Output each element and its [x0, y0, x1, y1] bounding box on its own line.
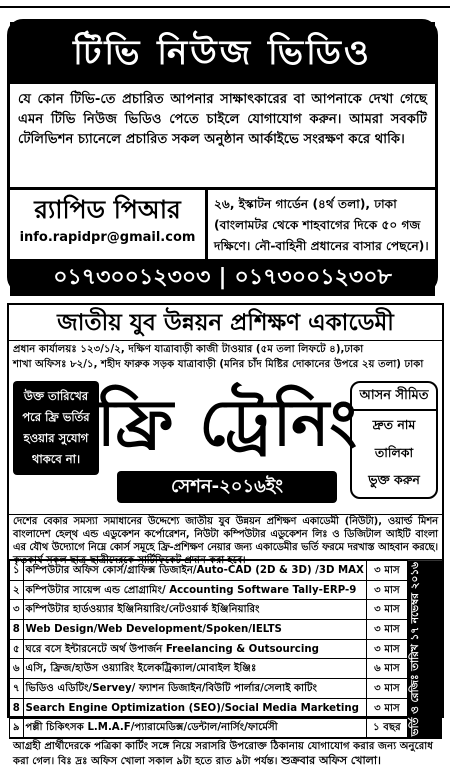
course-row — [10, 561, 408, 581]
course-number: ৩ — [10, 600, 24, 620]
course-name: Search Engine Optimization (SEO)/Social Media Marketing — [23, 698, 366, 718]
ad2-description: দেশের বেকার সমস্যা সমাধানের উদ্দেশ্যে জাতীয় যুব উন্নয়ন প্রশিক্ষণ একাডেমী (নিউটা), ওয়ার্ল্ড মিশন বাংলাদেশ হেল্থ এন্ড এডুকেশন কর্পোরেশন, নিউটা কম্পিউটার এডুকেশন লিঃ ও ডিজিটাল আইটি বাংলা এর যৌথ উদ্যোগে নিম্নে কোর্স সমূহে ফ্রি-প্রশিক্ষণ নেয়ার জন্য একাডেমীর ভর্তি ফরমে দরখাস্ত আহবান করছে। কৃতকার্য সকল ছাত্র-ছাত্রীদেরকে সার্টিফিকেট প্রদান করা হবে। — [9, 514, 442, 559]
course-number: 8 — [10, 698, 24, 718]
ad2-course-section — [9, 559, 442, 738]
course-number: 8 — [10, 620, 24, 640]
course-row — [10, 679, 408, 699]
ad1-title: টিভি নিউজ ভিডিও — [10, 22, 435, 84]
course-name: ঘরে বসে ইন্টারনেটে অর্থ উপার্জন Freelancing & Outsourcing — [23, 639, 366, 659]
course-duration: ৩ মাস — [366, 561, 407, 581]
ad1-brand-name: র‍্যাপিড পিআর — [34, 195, 181, 224]
ad2-footer — [9, 738, 442, 770]
ad2-address-block — [9, 341, 442, 373]
ad2-enroll-line-2: ভুক্ত করুন — [368, 472, 420, 487]
course-table — [9, 560, 408, 738]
ad2-session-badge: সেশন-২০১৬ইং — [117, 471, 337, 503]
course-duration: ৩ মাস — [366, 580, 407, 600]
free-training-ad — [7, 303, 444, 768]
course-duration: ৩ মাস — [366, 679, 407, 699]
course-duration: ৩ মাস — [366, 698, 407, 718]
ad2-limited-seats: আসন সীমিত — [352, 383, 436, 411]
ad1-contact-row — [10, 187, 435, 259]
tv-news-video-ad — [7, 19, 438, 293]
ad2-seats-box — [350, 381, 438, 499]
ad1-body: যে কোন টিভি-তে প্রচারিত আপনার সাক্ষাৎকারের বা আপনাকে দেখা গেছে এমন টিভি নিউজ ভিডিও পেতে চাইলে যোগাযোগ করুন। আমরা সবকটি টেলিভিশন চ্যানেলে প্রচারিত সকল অনুষ্ঠান আর্কাইভে সংরক্ষণ করে থাকি। — [18, 92, 427, 147]
course-row — [10, 718, 408, 738]
ad1-phone-bar — [10, 259, 435, 296]
course-name: কম্পিউটার সায়েন্স এন্ড প্রোগ্রামিং/ Accounting Software Tally-ERP-9 — [23, 580, 366, 600]
ad2-branch-office: শাখা অফিসঃ ৮২/১, শহীদ ফারুক সড়ক যাত্রাবাড়ী (মনির চাঁদ মিষ্টির দোকানের উপরে ২য় তলা) ঢাকা — [13, 359, 424, 370]
course-number: ১ — [10, 561, 24, 581]
course-name: পল্লী চিকিৎসক L.M.A.F/প্যারামেডিক্স/ডেন্টাল/নার্সিং/ফার্মেসী — [23, 718, 366, 738]
course-number: ৬ — [10, 659, 24, 679]
course-name: Web Design/Web Development/Spoken/IELTS — [23, 620, 366, 640]
course-duration: ৩ মাস — [366, 620, 407, 640]
course-row — [10, 620, 408, 640]
course-row — [10, 580, 408, 600]
course-name: এসি, ফ্রিজ/হাউস ওয়্যারিং ইলেকট্রিক্যাল/মোবাইল ইঞ্জিঃ — [23, 659, 366, 679]
course-name: কম্পিউটার অফিস কোর্স/গ্রাফিক্স ডিজাইন/Auto-CAD (2D & 3D) /3D MAX — [23, 561, 366, 581]
ad1-brand-box — [10, 190, 208, 259]
course-duration: ৩ মাস — [366, 600, 407, 620]
ad2-footer-text: আগ্রহী প্রার্থীদেরকে পত্রিকা কার্টিং সঙ্গে নিয়ে সরাসরি উপরোক্ত ঠিকানায় যোগাযোগ করার জন্য অনুরোধ করা গেল। বিঃ দ্রঃ অফিস খোলা সকাল ৯টা হতে রাত ৯টা পর্যন্ত। — [13, 741, 433, 768]
ad1-phone-1: ০১৭৩০০১২৩০৩ — [53, 265, 211, 290]
ad2-head-office: প্রধান কার্যালয়ঃ ১২৩/১/২, দক্ষিণ যাত্রাবাড়ী কাজী টাওয়ার (৫ম তলা লিফটে ৪),ঢাকা — [13, 344, 364, 355]
course-number: ২ — [10, 580, 24, 600]
ad2-title: জাতীয় যুব উন্নয়ন প্রশিক্ষণ একাডেমী — [9, 305, 442, 341]
course-row — [10, 600, 408, 620]
course-number: ৭ — [10, 679, 24, 699]
course-duration: ৬ মাস — [366, 659, 407, 679]
course-name: ভিডিও এডিটিং/Servey/ ফ্যাশন ডিজাইন/বিউটি পার্লার/সেলাই কাটিং — [23, 679, 366, 699]
ad1-phone-separator: | — [218, 265, 227, 290]
ad2-free-training-heading: ফ্রি ট্রেনিং — [97, 387, 359, 461]
course-name: কম্পিউটার হার্ডওয়্যার ইঞ্জিনিয়ারিং/নেটওয়ার্ক ইঞ্জিনিয়ারিং — [23, 600, 366, 620]
ad2-hero — [9, 373, 442, 514]
course-row — [10, 639, 408, 659]
ad2-footer-highlight: শুক্রবার অফিস খোলা। — [281, 754, 381, 768]
ad2-enroll-line-1: দ্রুত নাম তালিকা — [372, 417, 416, 460]
ad1-phone-2: ০১৭৩০০১২৩০৮ — [234, 265, 392, 290]
course-row — [10, 698, 408, 718]
ad1-email: info.rapidpr@gmail.com — [19, 230, 196, 245]
course-number: ৯ — [10, 718, 24, 738]
ad2-admission-date-strip: ভর্তি ও রেজিঃ তারিখ ১৭ নভেম্বর ২০১৬ — [408, 560, 442, 738]
ad1-address: ২৬, ইস্কাটন গার্ডেন (৪র্থ তলা), ঢাকা (বাংলামটর থেকে শাহবাগের দিকে ৫০ গজ দক্ষিণে। নৌ-বাহিনী প্রধানের বাসার পেছনে)। — [214, 197, 429, 253]
ad2-deadline-note: উক্ত তারিখের পরে ফ্রি ভর্তির হওয়ার সুযোগ থাকবে না। — [13, 381, 99, 475]
course-duration: ১ বছর — [366, 718, 407, 738]
course-row — [10, 659, 408, 679]
course-duration: ৩ মাস — [366, 639, 407, 659]
course-number: ৫ — [10, 639, 24, 659]
previous-ad-edge — [0, 0, 450, 8]
